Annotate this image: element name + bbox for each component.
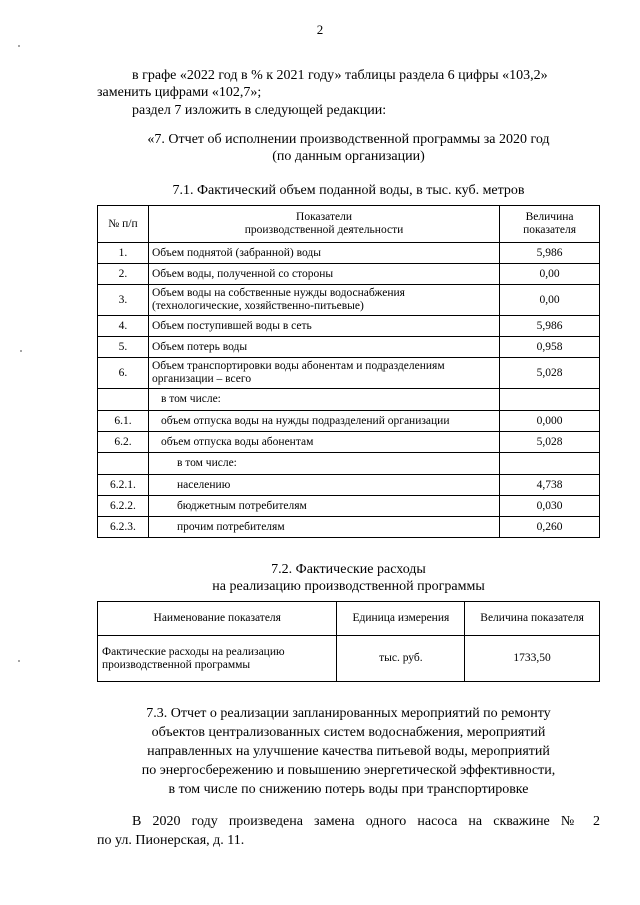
table-row [98, 475, 600, 496]
row-value: 0,958 [500, 337, 600, 358]
row-num: 6.2. [98, 432, 149, 453]
col-indicator-header-line2: производственной деятельности [244, 224, 404, 236]
row-name: Объем поднятой (забранной) воды [148, 243, 499, 264]
col-indicator-name-header: Наименование показателя [98, 602, 337, 636]
col-indicator-header-line1: Показатели [296, 211, 352, 223]
section-7-subtitle: (по данным организации) [272, 149, 425, 164]
row-num: 6.1. [98, 411, 149, 432]
col-indicator-header [148, 206, 499, 243]
row-value: 0,030 [500, 496, 600, 517]
margin-speck [20, 350, 22, 352]
row-name: в том числе: [148, 389, 499, 411]
row-num: 5. [98, 337, 149, 358]
intro-line-1: в графе «2022 год в % к 2021 году» таблицы раздела 6 цифры «103,2» [132, 68, 548, 83]
row-num [98, 389, 149, 411]
row-name: Объем транспортировки воды абонентам и подразделениям организации – всего [148, 358, 499, 389]
table-row [98, 358, 600, 389]
table-row [98, 285, 600, 316]
table-row [98, 316, 600, 337]
section-73-line-2: объектов централизованных систем водоснабжения, мероприятий [151, 725, 546, 740]
table-row [98, 264, 600, 285]
col-value-header [500, 206, 600, 243]
table1-title: 7.1. Фактический объем поданной воды, в тыс. куб. метров [172, 183, 525, 198]
table-header-row [98, 602, 600, 636]
intro-line-2: заменить цифрами «102,7»; [97, 85, 262, 100]
expenses-table [97, 601, 600, 682]
table-row [98, 453, 600, 475]
table-row [98, 243, 600, 264]
intro-line-3: раздел 7 изложить в следующей редакции: [132, 103, 387, 118]
row-name: Фактические расходы на реализацию производственной программы [98, 636, 337, 682]
row-name: Объем воды на собственные нужды водоснабжения (технологические, хозяйственно-питьевые) [148, 285, 499, 316]
row-value: 1733,50 [465, 636, 600, 682]
row-name: Объем воды, полученной со стороны [148, 264, 499, 285]
col-unit-header: Единица измерения [337, 602, 465, 636]
row-name: населению [148, 475, 499, 496]
table-row [98, 411, 600, 432]
row-name: Объем поступившей воды в сеть [148, 316, 499, 337]
row-num: 1. [98, 243, 149, 264]
closing-line-1: В 2020 году произведена замена одного насоса на скважине № 2 [132, 814, 600, 829]
row-value: 4,738 [500, 475, 600, 496]
row-num: 6. [98, 358, 149, 389]
row-value: 5,028 [500, 432, 600, 453]
row-num: 4. [98, 316, 149, 337]
row-unit: тыс. руб. [337, 636, 465, 682]
table-row [98, 337, 600, 358]
row-name: прочим потребителям [148, 517, 499, 538]
closing-line-2: по ул. Пионерская, д. 11. [97, 833, 245, 848]
margin-speck [18, 660, 20, 662]
row-value: 0,00 [500, 264, 600, 285]
row-value: 0,260 [500, 517, 600, 538]
row-num: 6.2.2. [98, 496, 149, 517]
table-row [98, 432, 600, 453]
table2-subtitle: на реализацию производственной программы [212, 579, 485, 594]
table-row [98, 389, 600, 411]
row-value: 0,000 [500, 411, 600, 432]
row-num: 2. [98, 264, 149, 285]
col-num-header: № п/п [98, 206, 149, 243]
row-value: 5,028 [500, 358, 600, 389]
row-num: 3. [98, 285, 149, 316]
col-value-header-line1: Величина [525, 211, 574, 223]
section-73-line-3: направленных на улучшение качества питьевой воды, мероприятий [147, 744, 550, 759]
row-value: 5,986 [500, 316, 600, 337]
row-name: Объем потерь воды [148, 337, 499, 358]
section-73-line-4: по энергосбережению и повышению энергетической эффективности, [141, 763, 556, 778]
section-73-line-1: 7.3. Отчет о реализации запланированных мероприятий по ремонту [146, 706, 551, 721]
section-73-line-5: в том числе по снижению потерь воды при транспортировке [168, 782, 529, 797]
col-value-header: Величина показателя [465, 602, 600, 636]
row-value: 0,00 [500, 285, 600, 316]
row-value [500, 453, 600, 475]
water-volume-table [97, 205, 600, 538]
row-num: 6.2.3. [98, 517, 149, 538]
margin-speck [18, 45, 20, 47]
table-row [98, 636, 600, 682]
row-name: бюджетным потребителям [148, 496, 499, 517]
row-name: в том числе: [148, 453, 499, 475]
row-name: объем отпуска воды на нужды подразделений организации [148, 411, 499, 432]
row-value [500, 389, 600, 411]
table2-title: 7.2. Фактические расходы [271, 562, 426, 577]
table-row [98, 517, 600, 538]
page-number: 2 [316, 22, 324, 37]
table-header-row [98, 206, 600, 243]
row-num [98, 453, 149, 475]
col-value-header-line2: показателя [523, 224, 577, 236]
table-row [98, 496, 600, 517]
row-value: 5,986 [500, 243, 600, 264]
row-num: 6.2.1. [98, 475, 149, 496]
section-7-title: «7. Отчет об исполнении производственной программы за 2020 год [147, 132, 550, 147]
row-name: объем отпуска воды абонентам [148, 432, 499, 453]
